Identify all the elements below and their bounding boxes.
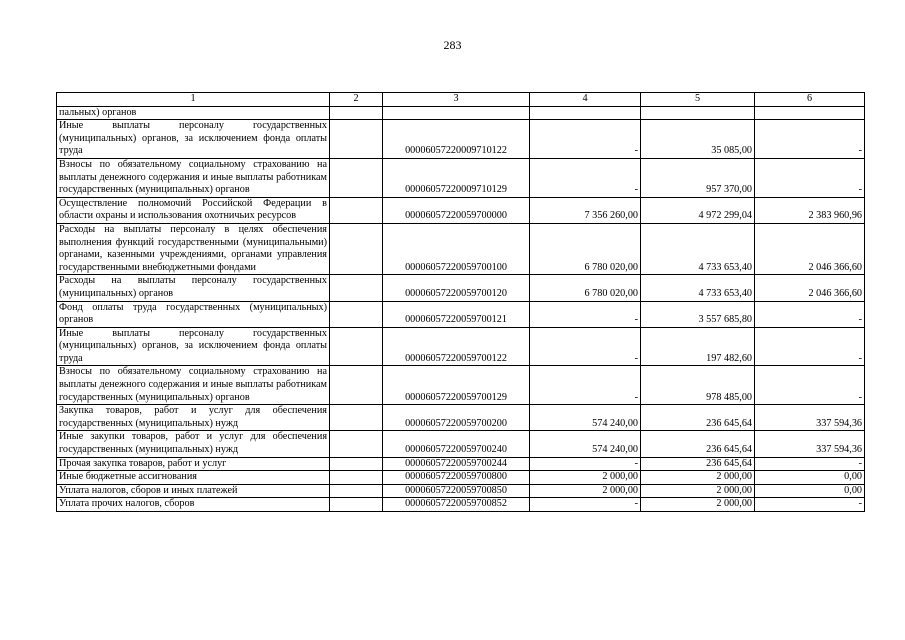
row-value-4-cell: 7 356 260,00: [530, 197, 641, 223]
row-value-5-cell: 197 482,60: [641, 327, 755, 366]
table-row: [57, 106, 865, 120]
row-value-4-cell: 6 780 020,00: [530, 275, 641, 301]
row-col2-cell: [330, 366, 383, 405]
row-name-cell: Осуществление полномочий Российской Федерации в области охраны и использования охотничьих ресурсов: [57, 197, 330, 223]
budget-table: [56, 92, 865, 512]
row-value-5-cell: 2 000,00: [641, 498, 755, 512]
row-name-cell: Иные закупки товаров, работ и услуг для обеспечения государственных (муниципальных) нужд: [57, 431, 330, 457]
row-value-6-cell: 337 594,36: [755, 405, 865, 431]
row-value-5-cell: 4 733 653,40: [641, 223, 755, 274]
row-value-5-cell: 957 370,00: [641, 158, 755, 197]
row-value-6-cell: 2 046 366,60: [755, 223, 865, 274]
row-value-4-cell: 574 240,00: [530, 431, 641, 457]
row-col2-cell: [330, 471, 383, 485]
row-code-cell: 00006057220059700852: [383, 498, 530, 512]
row-value-6-cell: -: [755, 327, 865, 366]
table-row: [57, 366, 865, 405]
row-value-5-cell: 236 645,64: [641, 457, 755, 471]
row-value-5-cell: 4 972 299,04: [641, 197, 755, 223]
row-value-5-cell: 236 645,64: [641, 405, 755, 431]
row-value-4-cell: -: [530, 457, 641, 471]
table-row: [57, 275, 865, 301]
table-header-row: [57, 93, 865, 107]
row-value-5-cell: 35 085,00: [641, 120, 755, 159]
row-col2-cell: [330, 327, 383, 366]
row-value-6-cell: 2 046 366,60: [755, 275, 865, 301]
row-name-cell: Иные выплаты персоналу государственных (муниципальных) органов, за исключением фонда оплаты труда: [57, 327, 330, 366]
row-name-cell: Иные бюджетные ассигнования: [57, 471, 330, 485]
row-value-4-cell: -: [530, 327, 641, 366]
row-code-cell: 00006057220009710129: [383, 158, 530, 197]
row-code-cell: 00006057220059700200: [383, 405, 530, 431]
row-value-4-cell: -: [530, 120, 641, 159]
row-col2-cell: [330, 223, 383, 274]
row-code-cell: 00006057220059700121: [383, 301, 530, 327]
column-header-2: 2: [330, 93, 383, 107]
row-name-cell: Уплата прочих налогов, сборов: [57, 498, 330, 512]
column-header-1: 1: [57, 93, 330, 107]
table-row: [57, 223, 865, 274]
table-row: [57, 301, 865, 327]
row-code-cell: 00006057220059700100: [383, 223, 530, 274]
row-value-6-cell: 0,00: [755, 471, 865, 485]
row-name-cell: Иные выплаты персоналу государственных (муниципальных) органов, за исключением фонда оплаты труда: [57, 120, 330, 159]
row-value-5-cell: 978 485,00: [641, 366, 755, 405]
row-col2-cell: [330, 457, 383, 471]
row-value-4-cell: -: [530, 158, 641, 197]
row-col2-cell: [330, 275, 383, 301]
row-code-cell: [383, 106, 530, 120]
row-code-cell: 00006057220059700129: [383, 366, 530, 405]
row-code-cell: 00006057220009710122: [383, 120, 530, 159]
row-name-cell: Взносы по обязательному социальному страхованию на выплаты денежного содержания и иные выплаты работникам государственных (муниципальных) органов: [57, 158, 330, 197]
row-code-cell: 00006057220059700120: [383, 275, 530, 301]
row-value-6-cell: -: [755, 158, 865, 197]
row-name-cell: Взносы по обязательному социальному страхованию на выплаты денежного содержания и иные выплаты работникам государственных (муниципальных) органов: [57, 366, 330, 405]
row-value-6-cell: -: [755, 498, 865, 512]
row-col2-cell: [330, 498, 383, 512]
row-value-6-cell: 337 594,36: [755, 431, 865, 457]
table-row: [57, 457, 865, 471]
table-row: [57, 471, 865, 485]
row-value-6-cell: -: [755, 120, 865, 159]
row-value-5-cell: 4 733 653,40: [641, 275, 755, 301]
row-value-5-cell: 3 557 685,80: [641, 301, 755, 327]
row-value-6-cell: -: [755, 366, 865, 405]
row-col2-cell: [330, 197, 383, 223]
table-row: [57, 431, 865, 457]
row-value-6-cell: 0,00: [755, 484, 865, 498]
row-value-5-cell: 2 000,00: [641, 484, 755, 498]
row-value-4-cell: 6 780 020,00: [530, 223, 641, 274]
row-code-cell: 00006057220059700800: [383, 471, 530, 485]
row-name-cell: Расходы на выплаты персоналу государственных (муниципальных) органов: [57, 275, 330, 301]
page-number: 283: [443, 38, 462, 52]
row-name-cell: Расходы на выплаты персоналу в целях обеспечения выполнения функций государственными (муниципальными) органами, казенными учреждениями, органами управления государственными внебюджетными фондами: [57, 223, 330, 274]
row-value-4-cell: 574 240,00: [530, 405, 641, 431]
row-col2-cell: [330, 484, 383, 498]
row-value-5-cell: 236 645,64: [641, 431, 755, 457]
row-code-cell: 00006057220059700244: [383, 457, 530, 471]
row-code-cell: 00006057220059700122: [383, 327, 530, 366]
row-name-cell: Уплата налогов, сборов и иных платежей: [57, 484, 330, 498]
row-code-cell: 00006057220059700240: [383, 431, 530, 457]
row-value-4-cell: 2 000,00: [530, 484, 641, 498]
row-name-cell: Прочая закупка товаров, работ и услуг: [57, 457, 330, 471]
row-value-5-cell: 2 000,00: [641, 471, 755, 485]
row-col2-cell: [330, 431, 383, 457]
row-value-4-cell: [530, 106, 641, 120]
row-name-cell: Закупка товаров, работ и услуг для обеспечения государственных (муниципальных) нужд: [57, 405, 330, 431]
row-col2-cell: [330, 158, 383, 197]
table-row: [57, 197, 865, 223]
row-value-4-cell: -: [530, 366, 641, 405]
row-value-6-cell: [755, 106, 865, 120]
row-value-5-cell: [641, 106, 755, 120]
table-row: [57, 498, 865, 512]
row-name-cell: Фонд оплаты труда государственных (муниципальных) органов: [57, 301, 330, 327]
row-value-6-cell: -: [755, 301, 865, 327]
row-code-cell: 00006057220059700850: [383, 484, 530, 498]
row-col2-cell: [330, 405, 383, 431]
table-row: [57, 484, 865, 498]
row-col2-cell: [330, 106, 383, 120]
column-header-6: 6: [755, 93, 865, 107]
table-row: [57, 327, 865, 366]
row-name-cell: пальных) органов: [57, 106, 330, 120]
row-value-4-cell: -: [530, 301, 641, 327]
column-header-4: 4: [530, 93, 641, 107]
table-row: [57, 120, 865, 159]
table-row: [57, 405, 865, 431]
column-header-3: 3: [383, 93, 530, 107]
row-value-6-cell: -: [755, 457, 865, 471]
row-value-4-cell: 2 000,00: [530, 471, 641, 485]
row-code-cell: 00006057220059700000: [383, 197, 530, 223]
row-value-6-cell: 2 383 960,96: [755, 197, 865, 223]
column-header-5: 5: [641, 93, 755, 107]
row-col2-cell: [330, 301, 383, 327]
table-row: [57, 158, 865, 197]
row-col2-cell: [330, 120, 383, 159]
row-value-4-cell: -: [530, 498, 641, 512]
